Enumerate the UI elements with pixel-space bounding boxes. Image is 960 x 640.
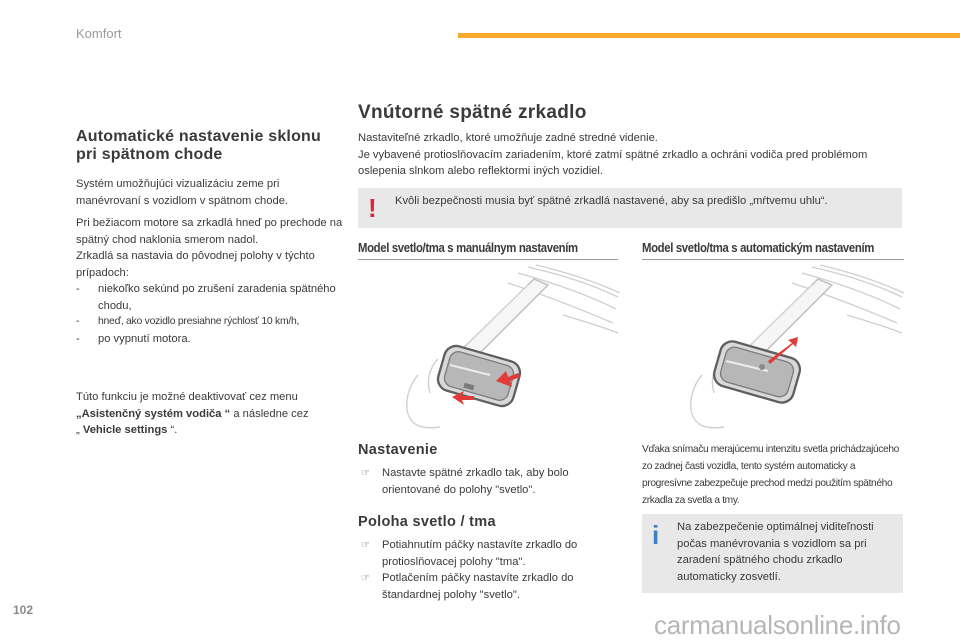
list-item [76, 281, 346, 314]
deactivation-end: “. [167, 424, 178, 436]
menu-driver-assist: „Asistenčný systém vodiča “ [76, 407, 231, 420]
header-accent-bar [458, 33, 960, 38]
section-title: Komfort [76, 26, 122, 41]
watermark: carmanualsonline.info [654, 610, 901, 640]
info-text: Na zabezpečenie optimálnej viditeľnosti počas manévrovania s vozidlom sa pri zaradení spätného chodu zrkadlo automaticky zosvetlí. [677, 521, 874, 583]
quote-open: „ [76, 424, 83, 436]
auto-tilt-description: Systém umožňujúci vizualizáciu zeme pri manévrovaní s vozidlom v spätnom chode. [76, 178, 289, 207]
pointing-hand-icon: ☞ [361, 468, 370, 479]
list-item-text: po vypnutí motora. [98, 332, 191, 345]
mirror-intro-line1: Nastaviteľné zrkadlo, ktoré umožňuje zadné stredné videnie. [358, 132, 658, 144]
automatic-model-heading: Model svetlo/tma s automatickým nastavením [642, 240, 874, 255]
deactivation-note [76, 389, 346, 439]
divider [358, 259, 618, 260]
auto-tilt-heading-line2: pri spätnom chode [76, 146, 223, 163]
auto-tilt-heading [76, 128, 346, 164]
position-heading: Poloha svetlo / tma [358, 514, 496, 530]
pointing-hand-icon: ☞ [361, 573, 370, 584]
list-item-text: Potiahnutím páčky nastavíte zrkadlo do protioslňovacej polohy "tma". [382, 539, 578, 568]
list-item [76, 331, 346, 348]
info-box [642, 514, 903, 593]
warning-text: Kvôli bezpečnosti musia byť spätné zrkadlá nastavené, aby sa predišlo „mŕtvemu uhlu“. [395, 195, 828, 207]
auto-tilt-behaviour [76, 215, 346, 347]
list-item [358, 465, 618, 498]
mirror-intro [358, 130, 903, 180]
setting-list [358, 465, 618, 498]
auto-tilt-cases-intro: Zrkadlá sa nastavia do pôvodnej polohy v týchto prípadoch: [76, 250, 315, 279]
auto-tilt-intro: Pri bežiacom motore sa zrkadlá hneď po prechode na spätný chod naklonia smerom nadol. [76, 217, 343, 246]
warning-box [358, 188, 902, 228]
setting-heading: Nastavenie [358, 442, 438, 458]
list-item-text: hneď, ako vozidlo presiahne rýchlosť 10 km/h, [98, 316, 300, 327]
list-item [358, 570, 618, 603]
sensor-description: Vďaka snímaču merajúcemu intenzitu svetla prichádzajúceho zo zadnej časti vozidla, tento systém automaticky a progresívne zabezpečuje prechod medzi použitím spätného zrkadla za svetla a tmy. [642, 444, 899, 506]
divider [642, 259, 904, 260]
menu-vehicle-settings: Vehicle settings [82, 424, 168, 436]
list-item-text: niekoľko sekúnd po zrušení zaradenia spätného chodu, [98, 283, 336, 312]
page-title: Vnútorné spätné zrkadlo [358, 102, 587, 123]
deactivation-text: Túto funkciu je možné deaktivovať cez menu [76, 391, 298, 403]
info-icon: i [652, 520, 660, 550]
list-item [76, 314, 346, 331]
page-number: 102 [13, 603, 34, 617]
automatic-mirror-illustration [642, 263, 904, 431]
dash-bullet: - [76, 283, 80, 295]
list-item-text: Potlačením páčky nastavíte zrkadlo do štandardnej polohy "svetlo". [382, 572, 574, 601]
warning-icon: ! [368, 193, 377, 223]
light-sensor [759, 364, 765, 370]
list-item-text: Nastavte spätné zrkadlo tak, aby bolo orientované do polohy "svetlo". [382, 467, 569, 496]
auto-tilt-heading-line1: Automatické nastavenie sklonu [76, 128, 321, 145]
pointing-hand-icon: ☞ [361, 540, 370, 551]
mirror-intro-line2: Je vybavené protioslňovacím zariadením, ktoré zatmí spätné zrkadlo a ochráni vodiča pred problémom oslepenia slnkom alebo reflektormi iných vozidiel. [358, 148, 868, 177]
manual-mirror-illustration [358, 263, 620, 431]
list-item [358, 537, 618, 570]
dash-bullet: - [76, 332, 80, 345]
position-list [358, 537, 618, 603]
dash-bullet: - [76, 316, 80, 327]
manual-model-heading: Model svetlo/tma s manuálnym nastavením [358, 240, 578, 255]
deactivation-mid: a následne cez [230, 407, 309, 420]
